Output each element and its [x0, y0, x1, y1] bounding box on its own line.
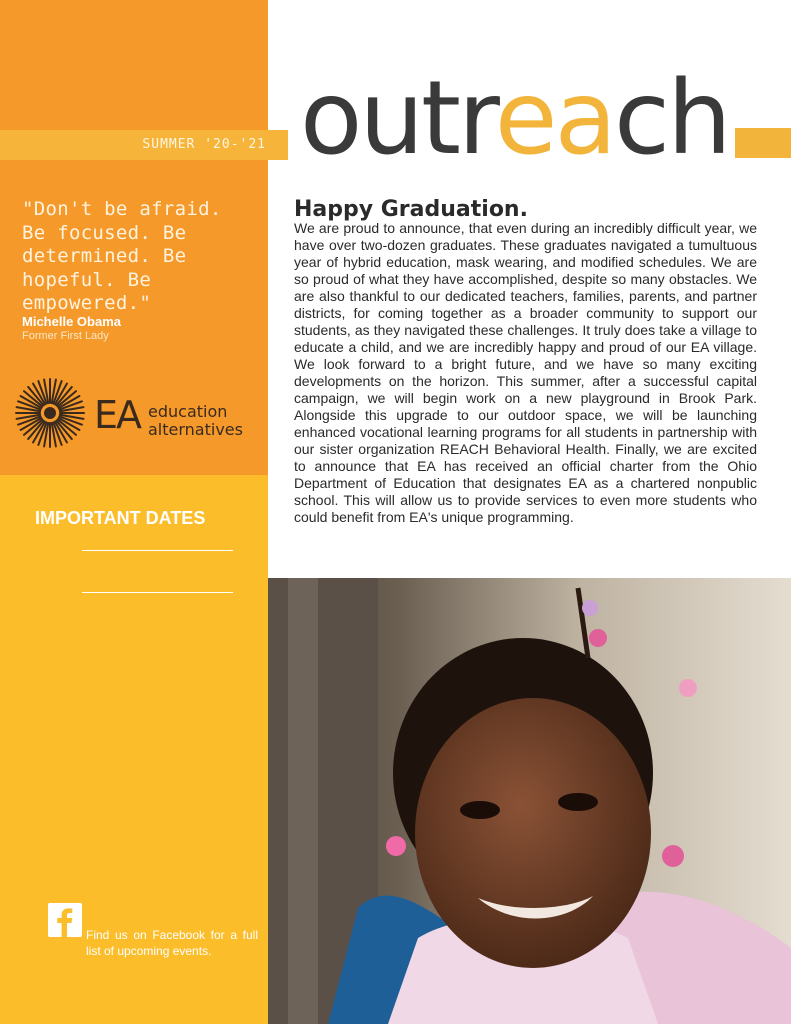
- masthead-title: [300, 59, 729, 178]
- article-title: Happy Graduation.: [294, 197, 528, 222]
- student-photo: [268, 578, 791, 1024]
- date-label: MEMORIAL DAY: [663, 559, 756, 573]
- logo-wordmark: [148, 403, 243, 439]
- article-body: We are proud to announce, that even during an incredibly difficult year, we have over two-dozen graduates. These graduates navigated a tumultuous year of hybrid education, mask wearing, and modified schedules. We are so proud of what they have accomplished, despite so many obstacles. We are also thankful to our dedicated teachers, families, parents, and partner districts, for coming together as a broader community to support our students, as they navigated these challenges. It truly does take a village to educate a child, and we are incredibly happy and proud of our EA village. We look forward to a bright future, and we have so many exciting developments on the horizon. This summer, after a successful capital campaign, we will begin work on a new playground in Brook Park. Alongside this upgrade to our outdoor space, we will be launching enhanced vocational learning programs for all students in partnership with our sister organization REACH Behavioral Health. Finally, we are excited to announce that EA has received an official charter from the Ohio Department of Education that designates EA as a chartered nonpublic school. This will allow us to provide services to even more students who could benefit from EA's unique programming.: [294, 220, 757, 525]
- season-label: SUMMER '20-'21: [142, 137, 266, 152]
- masthead-accent: ea: [494, 59, 615, 178]
- masthead-accent-bar: [735, 128, 791, 158]
- logo-mark: EA: [94, 393, 141, 437]
- sun-logo-icon: [14, 377, 86, 449]
- masthead-part-2: ch: [614, 59, 729, 178]
- dates-divider: [82, 592, 233, 593]
- season-band: [0, 130, 288, 160]
- quote-text: "Don't be afraid. Be focused. Be determined. Be hopeful. Be empowered.": [22, 198, 222, 314]
- dates-divider: [82, 550, 233, 551]
- important-dates-heading: IMPORTANT DATES: [35, 508, 206, 528]
- logo-line-1: education: [148, 402, 228, 421]
- facebook-callout-text: Find us on Facebook for a full list of upcoming events.: [86, 928, 258, 958]
- masthead-part-1: outr: [300, 59, 495, 178]
- logo-line-2: alternatives: [148, 420, 243, 439]
- quote-author-role: Former First Lady: [22, 330, 109, 342]
- facebook-icon[interactable]: [48, 903, 82, 937]
- quote-author: Michelle Obama: [22, 314, 121, 329]
